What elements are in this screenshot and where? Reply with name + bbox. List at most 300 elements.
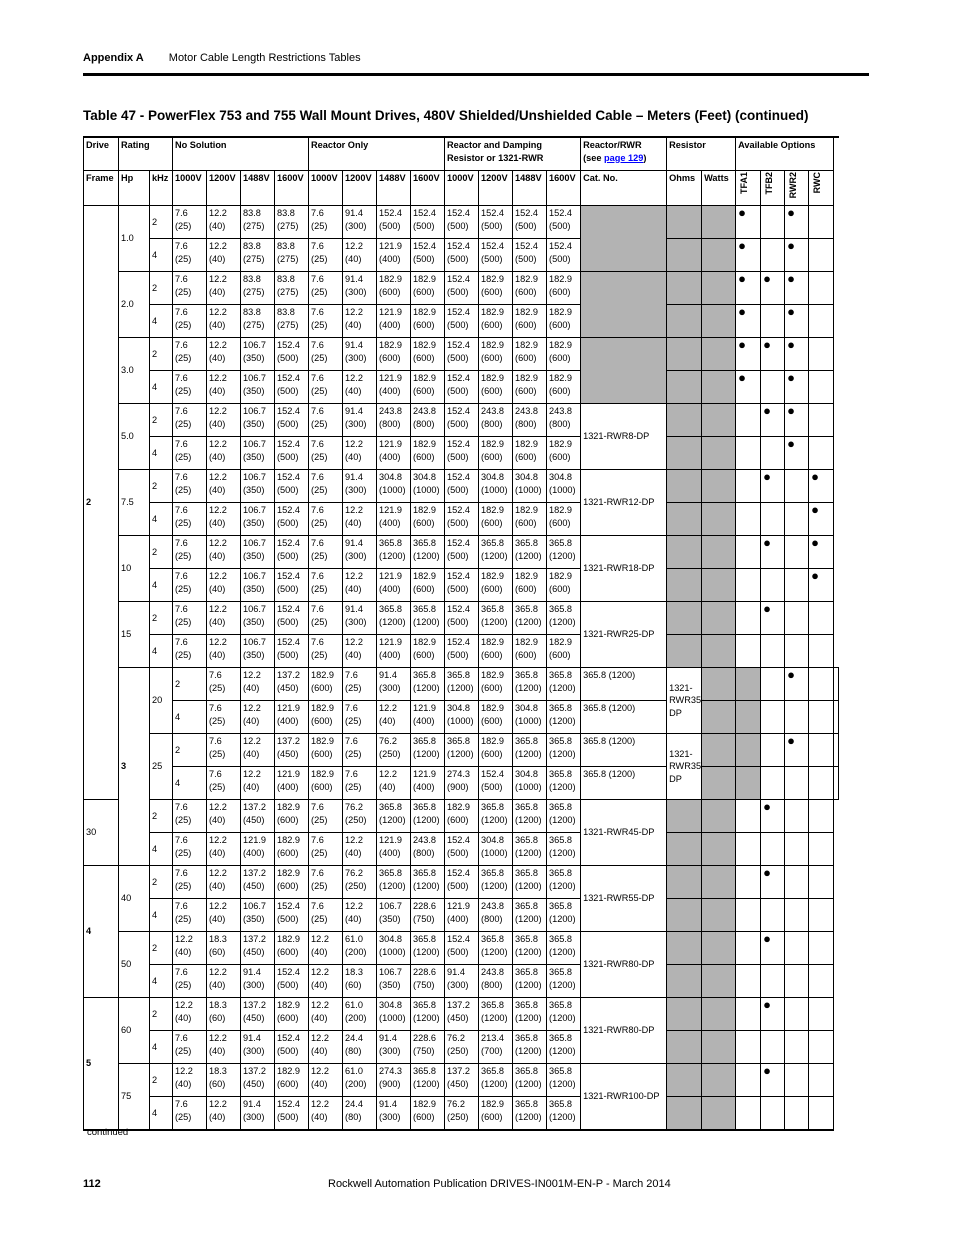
khz-cell: 4 (150, 1097, 173, 1131)
length-cell: 12.2 (40) (207, 1031, 241, 1064)
rwc-option-dot: ● (809, 536, 834, 569)
length-cell: 365.8 (1200) (513, 998, 547, 1031)
length-cell: 365.8 (1200) (547, 1064, 581, 1097)
length-cell: 12.2 (40) (309, 1064, 343, 1097)
length-cell: 137.2 (450) (241, 1064, 275, 1097)
length-cell: 304.8 (1000) (445, 701, 479, 734)
see-suffix: ) (643, 152, 647, 163)
length-cell: 7.6 (25) (173, 206, 207, 239)
tfb2-option-dot: ● (761, 470, 785, 503)
khz-cell: 2 (150, 338, 173, 371)
watts-cell (702, 899, 736, 932)
tfa1-header (736, 171, 761, 206)
length-cell: 228.6 (750) (411, 899, 445, 932)
length-cell: 12.2 (40) (377, 767, 411, 800)
length-cell: 152.4 (500) (411, 206, 445, 239)
length-cell: 304.8 (1000) (513, 470, 547, 503)
length-cell: 182.9 (600) (479, 569, 513, 602)
ohms-cell (667, 932, 702, 965)
tfb2-header (761, 171, 785, 206)
khz-cell: 2 (150, 206, 173, 239)
tfb2-option-cell (761, 239, 785, 272)
length-cell: 121.9 (400) (377, 833, 411, 866)
length-cell: 365.8 (1200) (547, 965, 581, 998)
hp-cell: 7.5 (119, 470, 150, 536)
table-row (84, 965, 839, 998)
length-cell: 121.9 (400) (377, 371, 411, 404)
length-cell: 152.4 (500) (479, 206, 513, 239)
page-header (83, 52, 361, 64)
rwr2-option-dot: ● (785, 305, 809, 338)
length-cell: 182.9 (600) (275, 998, 309, 1031)
voltage-header: 1488V (513, 171, 547, 206)
length-cell: 152.4 (500) (445, 272, 479, 305)
length-cell: 182.9 (600) (513, 569, 547, 602)
length-cell: 152.4 (500) (275, 1031, 309, 1064)
watts-cell (702, 1097, 736, 1131)
rwc-option-cell (834, 701, 839, 734)
rwr2-option-cell (785, 998, 809, 1031)
length-cell: 12.2 (40) (343, 437, 377, 470)
rwc-option-cell (809, 239, 834, 272)
length-cell: 7.6 (25) (173, 1031, 207, 1064)
length-cell: 7.6 (25) (173, 899, 207, 932)
length-cell: 182.9 (600) (377, 272, 411, 305)
tfb2-option-cell (761, 635, 785, 668)
length-cell: 243.8 (800) (479, 404, 513, 437)
rwc-option-cell (809, 1064, 834, 1097)
cat-no-cell (581, 338, 667, 404)
page-129-link[interactable]: page 129 (604, 152, 644, 163)
length-cell: 365.8 (1200) (581, 668, 667, 701)
voltage-header: 1200V (207, 171, 241, 206)
watts-cell (702, 239, 736, 272)
tfa1-option-cell (736, 998, 761, 1031)
length-cell: 24.4 (80) (343, 1097, 377, 1131)
length-cell: 7.6 (25) (309, 602, 343, 635)
length-cell: 106.7 (350) (241, 371, 275, 404)
continued-note: continued (87, 1127, 129, 1138)
rwc-option-cell (809, 998, 834, 1031)
length-cell: 12.2 (40) (309, 1097, 343, 1131)
tfb2-option-cell (761, 371, 785, 404)
length-cell: 228.6 (750) (411, 1031, 445, 1064)
length-cell: 7.6 (25) (173, 470, 207, 503)
length-cell: 182.9 (600) (479, 305, 513, 338)
voltage-header: 1488V (241, 171, 275, 206)
length-cell: 7.6 (25) (309, 272, 343, 305)
ohms-cell (667, 305, 702, 338)
frame-cell: 4 (84, 866, 119, 998)
length-cell: 182.9 (600) (377, 338, 411, 371)
hp-header: Hp (119, 171, 150, 206)
length-cell: 182.9 (600) (479, 437, 513, 470)
reactor-only-header: Reactor Only (309, 137, 445, 171)
rwc-option-cell (809, 404, 834, 437)
table-row (84, 206, 839, 239)
length-cell: 91.4 (300) (377, 1031, 411, 1064)
length-cell: 106.7 (350) (241, 338, 275, 371)
voltage-header: 1000V (309, 171, 343, 206)
length-cell: 7.6 (25) (173, 371, 207, 404)
length-cell: 304.8 (1000) (513, 701, 547, 734)
tfb2-option-dot: ● (761, 1064, 785, 1097)
length-cell: 12.2 (40) (241, 701, 275, 734)
length-cell: 137.2 (450) (275, 734, 309, 767)
length-cell: 121.9 (400) (275, 767, 309, 800)
length-cell: 12.2 (40) (343, 635, 377, 668)
length-cell: 182.9 (600) (513, 635, 547, 668)
length-cell: 182.9 (600) (547, 272, 581, 305)
length-cell: 182.9 (600) (275, 833, 309, 866)
length-cell: 7.6 (25) (343, 668, 377, 701)
length-cell: 365.8 (1200) (513, 536, 547, 569)
watts-cell (702, 470, 736, 503)
tfa1-option-cell (736, 1097, 761, 1131)
khz-cell: 4 (150, 305, 173, 338)
rwr2-option-cell (785, 965, 809, 998)
rating-group-header: Rating (119, 137, 173, 171)
ohms-cell (667, 1031, 702, 1064)
length-cell: 137.2 (450) (275, 668, 309, 701)
khz-cell: 2 (150, 602, 173, 635)
length-cell: 7.6 (25) (173, 569, 207, 602)
length-cell: 18.3 (60) (207, 932, 241, 965)
length-cell: 182.9 (600) (479, 272, 513, 305)
length-cell: 18.3 (60) (207, 1064, 241, 1097)
length-cell: 137.2 (450) (241, 998, 275, 1031)
ohms-cell (667, 338, 702, 371)
khz-cell: 4 (150, 239, 173, 272)
length-cell: 12.2 (40) (207, 404, 241, 437)
ohms-cell (667, 503, 702, 536)
voltage-header: 1000V (173, 171, 207, 206)
length-cell: 7.6 (25) (343, 734, 377, 767)
length-cell: 304.8 (1000) (377, 998, 411, 1031)
tfa1-option-cell (736, 965, 761, 998)
length-cell: 106.7 (350) (241, 635, 275, 668)
no-solution-header: No Solution (173, 137, 309, 171)
length-cell: 182.9 (600) (479, 635, 513, 668)
tfa1-option-cell (736, 503, 761, 536)
table-row (84, 1064, 839, 1097)
length-cell: 12.2 (40) (207, 371, 241, 404)
length-cell: 182.9 (600) (411, 305, 445, 338)
watts-cell (702, 206, 736, 239)
hp-cell: 10 (119, 536, 150, 602)
rwc-option-dot: ● (809, 470, 834, 503)
rwc-option-cell (809, 866, 834, 899)
reactor-rwr-label: Reactor/RWR (583, 140, 642, 150)
rwr2-option-cell (809, 767, 834, 800)
length-cell: 12.2 (40) (207, 338, 241, 371)
length-cell: 121.9 (400) (377, 635, 411, 668)
length-cell: 12.2 (40) (207, 800, 241, 833)
length-cell: 365.8 (1200) (377, 866, 411, 899)
watts-cell (702, 635, 736, 668)
length-cell: 137.2 (450) (445, 998, 479, 1031)
khz-cell: 2 (150, 932, 173, 965)
length-cell: 365.8 (1200) (513, 734, 547, 767)
length-cell: 365.8 (1200) (513, 1031, 547, 1064)
tfb2-option-dot: ● (761, 536, 785, 569)
length-cell: 365.8 (1200) (479, 866, 513, 899)
length-cell: 152.4 (500) (411, 239, 445, 272)
cat-no-cell: 1321-RWR35-DP (667, 734, 702, 800)
voltage-header: 1488V (377, 171, 411, 206)
length-cell: 152.4 (500) (275, 338, 309, 371)
tfb2-option-dot: ● (785, 734, 809, 767)
tfb2-option-cell (761, 503, 785, 536)
rwr2-option-cell (785, 569, 809, 602)
length-cell: 152.4 (500) (445, 635, 479, 668)
length-cell: 182.9 (600) (275, 1064, 309, 1097)
table-row (84, 437, 839, 470)
hp-cell: 1.0 (119, 206, 150, 272)
length-cell: 137.2 (450) (241, 800, 275, 833)
length-cell: 7.6 (25) (173, 635, 207, 668)
table-row (84, 998, 839, 1031)
watts-cell (702, 833, 736, 866)
length-cell: 7.6 (25) (173, 272, 207, 305)
length-cell: 182.9 (600) (309, 668, 343, 701)
tfb2-option-cell (785, 701, 809, 734)
table-row (84, 800, 839, 833)
length-cell: 12.2 (40) (377, 701, 411, 734)
tfb2-option-cell (761, 569, 785, 602)
length-cell: 365.8 (1200) (377, 602, 411, 635)
length-cell: 7.6 (25) (207, 734, 241, 767)
ohms-cell (667, 635, 702, 668)
length-cell: 7.6 (25) (309, 470, 343, 503)
frame-cell: 5 (84, 998, 119, 1131)
watts-cell (702, 338, 736, 371)
cat-no-cell: 1321-RWR12-DP (581, 470, 667, 536)
watts-cell (702, 437, 736, 470)
rwc-option-cell (809, 437, 834, 470)
available-options-header: Available Options (736, 137, 834, 171)
watts-cell (702, 569, 736, 602)
ohms-cell (667, 602, 702, 635)
cat-no-cell: 1321-RWR80-DP (581, 998, 667, 1064)
length-cell: 365.8 (1200) (547, 800, 581, 833)
length-cell: 365.8 (1200) (479, 536, 513, 569)
length-cell: 182.9 (600) (479, 338, 513, 371)
length-cell: 12.2 (40) (207, 536, 241, 569)
length-cell: 12.2 (40) (173, 1064, 207, 1097)
length-cell: 152.4 (500) (445, 437, 479, 470)
length-cell: 365.8 (1200) (445, 734, 479, 767)
length-cell: 182.9 (600) (547, 305, 581, 338)
header-rule (83, 73, 869, 76)
khz-cell: 4 (173, 767, 207, 800)
hp-cell: 50 (119, 932, 150, 998)
table-row (84, 602, 839, 635)
khz-cell: 4 (150, 899, 173, 932)
ohms-cell (667, 437, 702, 470)
rwc-option-cell (809, 899, 834, 932)
rwr2-option-dot: ● (785, 371, 809, 404)
length-cell: 365.8 (1200) (547, 833, 581, 866)
length-cell: 137.2 (450) (241, 932, 275, 965)
length-cell: 7.6 (25) (309, 536, 343, 569)
length-cell: 121.9 (400) (377, 239, 411, 272)
tfa1-option-cell (736, 470, 761, 503)
length-cell: 152.4 (500) (445, 536, 479, 569)
length-cell: 106.7 (350) (241, 437, 275, 470)
rwr2-option-cell (785, 932, 809, 965)
length-cell: 228.6 (750) (411, 965, 445, 998)
length-cell: 91.4 (300) (343, 272, 377, 305)
length-cell: 365.8 (1200) (513, 602, 547, 635)
tfa1-option-cell (736, 1064, 761, 1097)
reactor-rwr-header (581, 137, 667, 171)
length-cell: 365.8 (1200) (411, 734, 445, 767)
rwr2-option-cell (785, 1097, 809, 1131)
ohms-cell (702, 668, 736, 701)
length-cell: 7.6 (25) (309, 437, 343, 470)
length-cell: 152.4 (500) (513, 239, 547, 272)
length-cell: 106.7 (350) (241, 569, 275, 602)
ohms-cell (667, 899, 702, 932)
khz-cell: 4 (173, 701, 207, 734)
length-cell: 365.8 (1200) (547, 668, 581, 701)
voltage-header: 1600V (411, 171, 445, 206)
length-cell: 12.2 (40) (309, 965, 343, 998)
table-title: Table 47 - PowerFlex 753 and 755 Wall Mount Drives, 480V Shielded/Unshielded Cable – Meters (Feet) (continued) (83, 108, 809, 123)
khz-cell: 4 (150, 569, 173, 602)
length-cell: 243.8 (800) (377, 404, 411, 437)
length-cell: 365.8 (1200) (513, 1097, 547, 1131)
ohms-cell (667, 800, 702, 833)
watts-cell (702, 536, 736, 569)
length-cell: 121.9 (400) (377, 437, 411, 470)
rwc-option-cell (809, 371, 834, 404)
length-cell: 91.4 (300) (445, 965, 479, 998)
length-cell: 365.8 (1200) (547, 866, 581, 899)
length-cell: 7.6 (25) (173, 503, 207, 536)
hp-cell: 60 (119, 998, 150, 1064)
length-cell: 182.9 (600) (547, 503, 581, 536)
length-cell: 152.4 (500) (513, 206, 547, 239)
tfa1-option-cell (761, 668, 785, 701)
length-cell: 182.9 (600) (479, 371, 513, 404)
rwr2-option-dot: ● (785, 338, 809, 371)
cat-no-cell (581, 272, 667, 338)
tfb2-option-dot: ● (761, 800, 785, 833)
watts-cell (702, 965, 736, 998)
tfa1-option-cell (736, 437, 761, 470)
ohms-cell (702, 734, 736, 767)
length-cell: 83.8 (275) (275, 239, 309, 272)
tfa1-option-cell (736, 1031, 761, 1064)
voltage-header: 1200V (479, 171, 513, 206)
length-cell: 91.4 (300) (377, 1097, 411, 1131)
length-cell: 12.2 (40) (207, 866, 241, 899)
length-cell: 365.8 (1200) (513, 1064, 547, 1097)
length-cell: 365.8 (1200) (479, 998, 513, 1031)
cat-no-cell: 1321-RWR35-DP (667, 668, 702, 734)
hp-cell: 40 (119, 866, 150, 932)
rwc-header (809, 171, 834, 206)
length-cell: 182.9 (600) (547, 569, 581, 602)
cat-no-cell: 1321-RWR8-DP (581, 404, 667, 470)
length-cell: 182.9 (600) (513, 272, 547, 305)
tfb2-option-cell (761, 206, 785, 239)
length-cell: 91.4 (300) (343, 404, 377, 437)
cable-length-table (83, 136, 839, 1131)
length-cell: 182.9 (600) (275, 800, 309, 833)
length-cell: 7.6 (25) (309, 239, 343, 272)
ohms-cell (667, 536, 702, 569)
length-cell: 91.4 (300) (377, 668, 411, 701)
length-cell: 12.2 (40) (207, 437, 241, 470)
length-cell: 12.2 (40) (207, 272, 241, 305)
rwr2-option-dot: ● (785, 206, 809, 239)
tfb2-label: TFB2 (764, 172, 775, 195)
length-cell: 152.4 (500) (479, 767, 513, 800)
length-cell: 12.2 (40) (207, 470, 241, 503)
length-cell: 12.2 (40) (207, 965, 241, 998)
length-cell: 12.2 (40) (309, 1031, 343, 1064)
length-cell: 121.9 (400) (377, 305, 411, 338)
length-cell: 152.4 (500) (445, 602, 479, 635)
length-cell: 182.9 (600) (479, 668, 513, 701)
length-cell: 365.8 (1200) (377, 800, 411, 833)
length-cell: 182.9 (600) (411, 635, 445, 668)
length-cell: 365.8 (1200) (547, 767, 581, 800)
length-cell: 7.6 (25) (309, 305, 343, 338)
length-cell: 365.8 (1200) (513, 899, 547, 932)
tfa1-option-dot: ● (736, 239, 761, 272)
ohms-cell (667, 569, 702, 602)
length-cell: 365.8 (1200) (581, 734, 667, 767)
length-cell: 7.6 (25) (343, 767, 377, 800)
length-cell: 152.4 (500) (275, 1097, 309, 1131)
length-cell: 274.3 (900) (445, 767, 479, 800)
rwc-option-cell (834, 668, 839, 701)
length-cell: 121.9 (400) (377, 569, 411, 602)
length-cell: 76.2 (250) (343, 800, 377, 833)
length-cell: 304.8 (1000) (479, 833, 513, 866)
watts-cell (702, 371, 736, 404)
length-cell: 152.4 (500) (445, 470, 479, 503)
length-cell: 365.8 (1200) (411, 668, 445, 701)
length-cell: 365.8 (1200) (411, 866, 445, 899)
table-row (84, 470, 839, 503)
length-cell: 7.6 (25) (309, 206, 343, 239)
length-cell: 7.6 (25) (173, 338, 207, 371)
watts-cell (702, 932, 736, 965)
cat-no-header: Cat. No. (581, 171, 667, 206)
length-cell: 152.4 (500) (275, 965, 309, 998)
length-cell: 137.2 (450) (241, 866, 275, 899)
khz-cell: 2 (150, 1064, 173, 1097)
watts-cell (702, 1064, 736, 1097)
length-cell: 7.6 (25) (207, 668, 241, 701)
rwc-option-cell (809, 800, 834, 833)
length-cell: 7.6 (25) (309, 371, 343, 404)
length-cell: 365.8 (1200) (513, 866, 547, 899)
length-cell: 152.4 (500) (547, 206, 581, 239)
tfa1-option-cell (736, 569, 761, 602)
length-cell: 7.6 (25) (309, 503, 343, 536)
length-cell: 12.2 (40) (343, 305, 377, 338)
length-cell: 12.2 (40) (343, 503, 377, 536)
length-cell: 365.8 (1200) (581, 701, 667, 734)
table-row (84, 734, 839, 767)
rwr2-option-dot: ● (785, 272, 809, 305)
